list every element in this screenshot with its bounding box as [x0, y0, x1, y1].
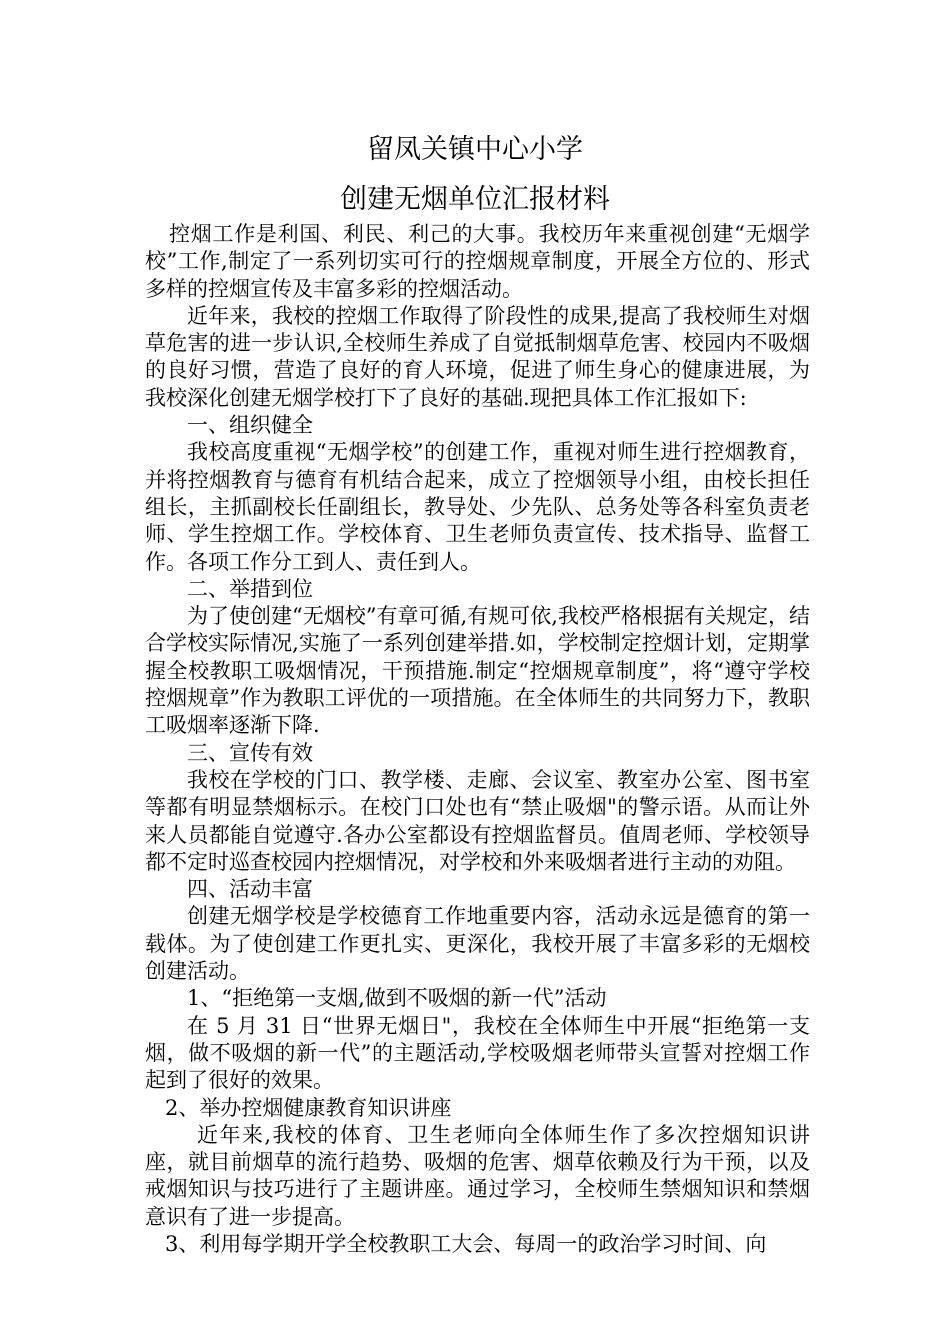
paragraph-measures: 为了使创建“无烟校”有章可循,有规可依,我校严格根据有关规定，结合学校实际情况,实施了一系列创建举措.如，学校制定控烟计划，定期掌握全校教职工吸烟情况，干预措施.制定“控烟规章制度”，将“遵守学校控烟规章”作为教职工评优的一项措施。在全体师生的共同努力下，教职工吸烟率逐渐下降.: [145, 604, 810, 738]
paragraph-activity-1: 在 5 月 31 日“世界无烟日"，我校在全体师生中开展“拒绝第一支烟，做不吸烟的新一代”的主题活动,学校吸烟老师带头宣誓对控烟工作起到了很好的效果。: [145, 1013, 810, 1093]
paragraph-activities: 创建无烟学校是学校德育工作地重要内容，活动永远是德育的第一载体。为了使创建工作更扎实、更深化，我校开展了丰富多彩的无烟校创建活动。: [145, 904, 810, 984]
paragraph-intro: 控烟工作是利国、利民、利己的大事。我校历年来重视创建“无烟学校”工作,制定了一系列切实可行的控烟规章制度，开展全方位的、形式多样的控烟宣传及丰富多彩的控烟活动。: [145, 222, 810, 301]
paragraph-organization: 我校高度重视“无烟学校”的创建工作，重视对师生进行控烟教育，并将控烟教育与德育有机结合起来，成立了控烟领导小组，由校长担任组长，主抓副校长任副组长，教导处、少先队、总务处等各科室负责老师、学生控烟工作。学校体育、卫生老师负责宣传、技术指导、监督工作。各项工作分工到人、责任到人。: [145, 440, 810, 574]
paragraph-publicity: 我校在学校的门口、教学楼、走廊、会议室、教室办公室、图书室等都有明显禁烟标示。在校门口处也有“禁止吸烟"的警示语。从而让外来人员都能自觉遵守.各办公室都设有控烟监督员。值周老师、学校领导都不定时巡查校园内控烟情况，对学校和外来吸烟者进行主动的劝阻。: [145, 767, 810, 874]
activity-heading-3: 3、利用每学期开学全校教职工大会、每周一的政治学习时间、向: [165, 1231, 767, 1256]
document-body: [145, 221, 810, 1258]
paragraph-activity-2: 近年来,我校的体育、卫生老师向全体师生作了多次控烟知识讲座，就目前烟草的流行趋势、吸烟的危害、烟草依赖及行为干预，以及戒烟知识与技巧进行了主题讲座。通过学习，全校师生禁烟知识和禁烟意识有了进一步提高。: [145, 1122, 810, 1229]
section-heading-publicity: 三、宣传有效: [187, 740, 313, 765]
paragraph-achievements: 近年来，我校的控烟工作取得了阶段性的成果,提高了我校师生对烟草危害的进一步认识,全校师生养成了自觉抵制烟草危害、校园内不吸烟的良好习惯，营造了良好的育人环境，促进了师生身心的健康进展，为我校深化创建无烟学校打下了良好的基础.现把具体工作汇报如下:: [145, 303, 810, 410]
activity-heading-2: 2、举办控烟健康教育知识讲座: [165, 1095, 452, 1120]
activity-heading-1: 1、“拒绝第一支烟,做到不吸烟的新一代”活动: [187, 986, 607, 1011]
section-heading-activities: 四、活动丰富: [187, 877, 313, 902]
document-title-report: 创建无烟单位汇报材料: [340, 184, 610, 215]
document-title-school: 留凤关镇中心小学: [367, 134, 583, 165]
section-heading-measures: 二、举措到位: [187, 576, 313, 601]
section-heading-organization: 一、组织健全: [187, 413, 313, 438]
